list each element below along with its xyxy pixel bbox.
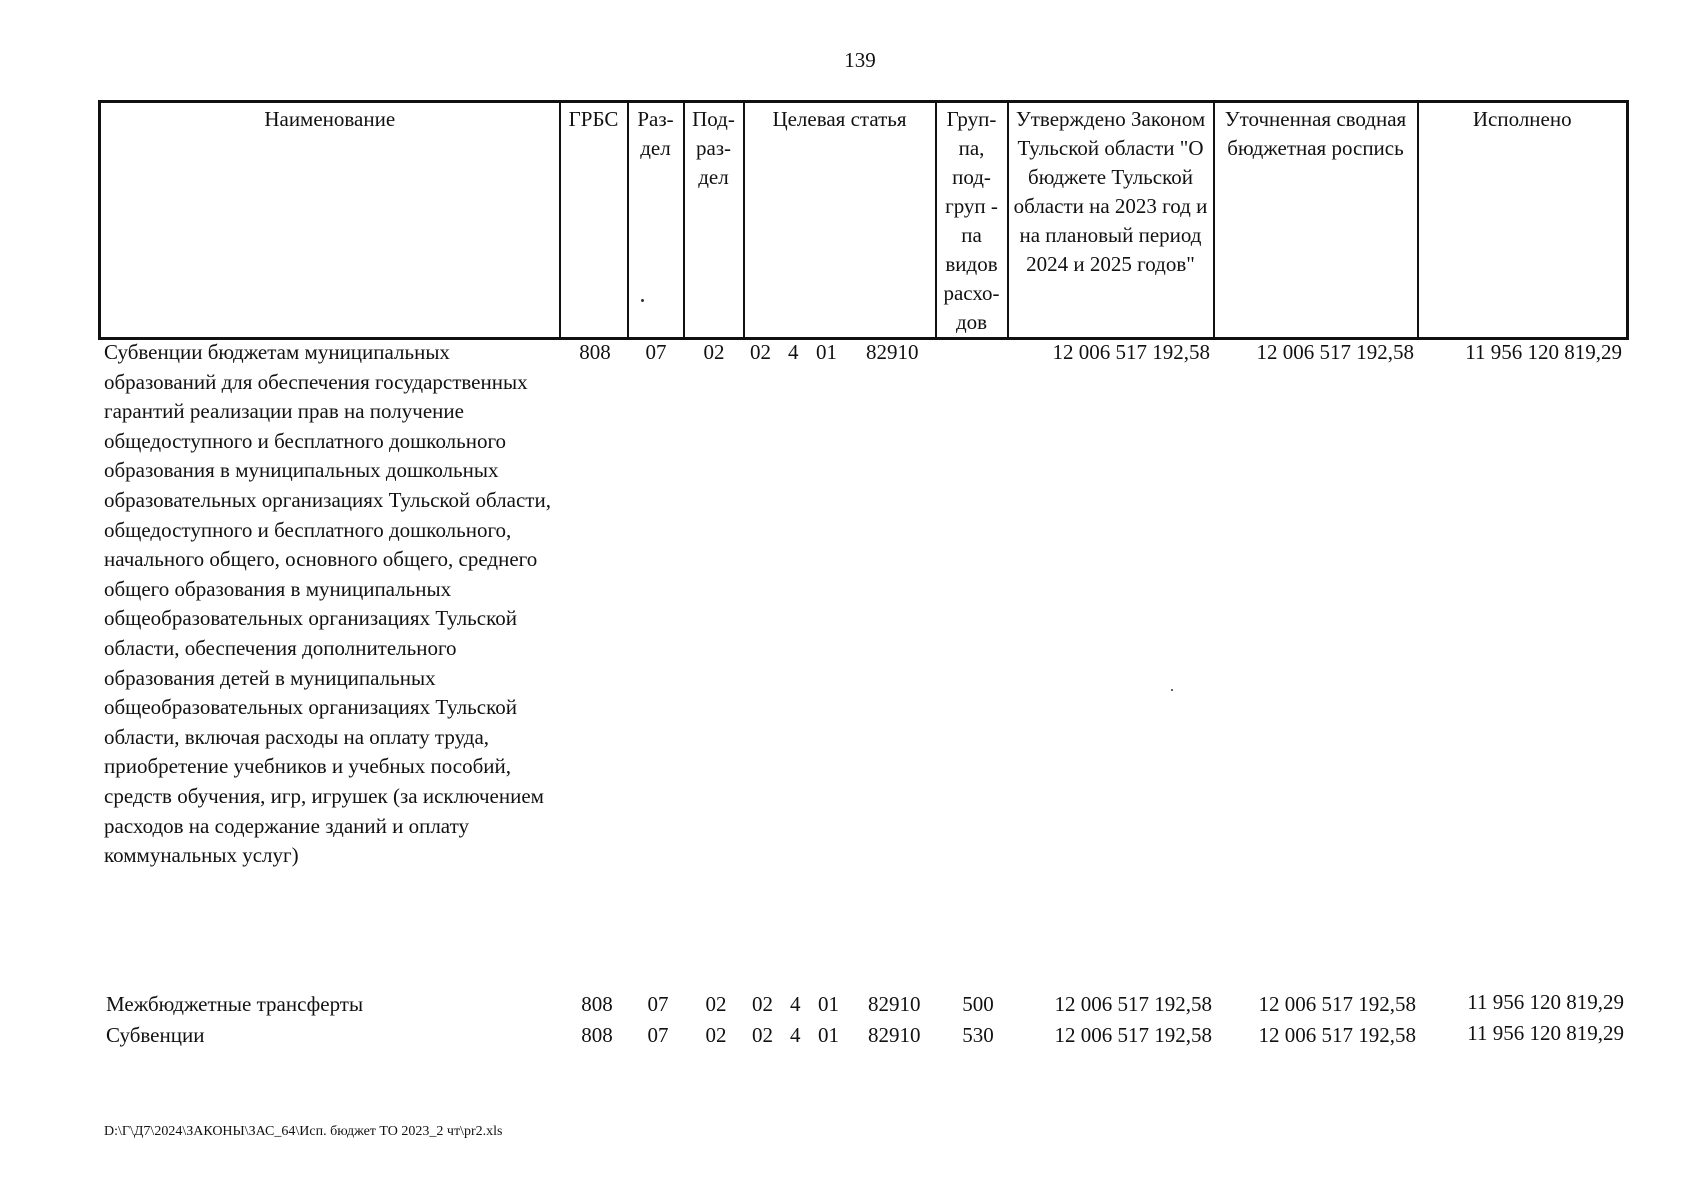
header-target: Целевая статья — [744, 102, 936, 339]
table-header — [98, 100, 1629, 340]
row-executed: 11 956 120 819,29 — [1467, 1021, 1624, 1045]
row-podrazdel: 02 — [703, 340, 725, 364]
row-target-program: 02 — [750, 340, 771, 364]
row-razdel: 07 — [647, 992, 669, 1016]
row-target-direction: 82910 — [868, 1023, 921, 1047]
row-grbs: 808 — [581, 992, 613, 1016]
scan-speck — [641, 299, 644, 302]
header-razdel: Раз-дел — [628, 102, 684, 339]
row-name: Субвенции — [106, 1023, 205, 1047]
header-executed: Исполнено — [1418, 102, 1628, 339]
row-razdel: 07 — [647, 1023, 669, 1047]
header-podrazdel: Под-раз-дел — [684, 102, 744, 339]
row-target-type: 4 — [790, 1023, 801, 1047]
row-target-direction: 82910 — [868, 992, 921, 1016]
row-target-program: 02 — [752, 1023, 773, 1047]
row-target-program: 02 — [752, 992, 773, 1016]
row-name: Межбюджетные трансферты — [106, 992, 364, 1016]
header-group: Груп-па, под-груп - па видов расхо-дов — [936, 102, 1008, 339]
scan-speck — [1171, 689, 1173, 691]
row-approved: 12 006 517 192,58 — [1054, 992, 1212, 1016]
row-target-main: 01 — [816, 340, 837, 364]
header-approved: Утверждено Законом Тульской области "О бюджете Тульской области на 2023 год и на плановый период 2024 и 2025 годов" — [1008, 102, 1214, 339]
header-name: Наименование — [100, 102, 560, 339]
row-approved: 12 006 517 192,58 — [1052, 340, 1210, 364]
row-executed: 11 956 120 819,29 — [1467, 990, 1624, 1014]
row-grbs: 808 — [581, 1023, 613, 1047]
row-name: Субвенции бюджетам муниципальных образований для обеспечения государственных гарантий реализации прав на получение общедоступного и бесплатного дошкольного образования в муниципальных дошкольных образовательных организациях Тульской области, общедоступного и бесплатного дошкольного, начального общего, основного общего, среднего общего образования в муниципальных общеобразовательных организациях Тульской области, обеспечения дополнительного образования детей в муниципальных общеобразовательных организациях Тульской области, включая расходы на оплату труда, приобретение учебников и учебных пособий, средств обучения, игр, игрушек (за исключением расходов на содержание зданий и оплату коммунальных услуг) — [104, 340, 551, 868]
row-executed: 11 956 120 819,29 — [1465, 340, 1622, 364]
row-group: 530 — [962, 1023, 994, 1047]
row-group: 500 — [962, 992, 994, 1016]
row-grbs: 808 — [579, 340, 611, 364]
row-revised: 12 006 517 192,58 — [1258, 1023, 1416, 1047]
row-target-main: 01 — [818, 1023, 839, 1047]
row-razdel: 07 — [645, 340, 667, 364]
row-podrazdel: 02 — [705, 1023, 727, 1047]
row-approved: 12 006 517 192,58 — [1054, 1023, 1212, 1047]
row-revised: 12 006 517 192,58 — [1258, 992, 1416, 1016]
row-target-type: 4 — [790, 992, 801, 1016]
row-revised: 12 006 517 192,58 — [1256, 340, 1414, 364]
row-target-main: 01 — [818, 992, 839, 1016]
row-target-direction: 82910 — [866, 340, 919, 364]
page-number: 139 — [844, 48, 876, 72]
file-path: D:\Г\Д7\2024\ЗАКОНЫ\ЗАС_64\Исп. бюджет ТО 2023_2 чт\pr2.xls — [104, 1124, 503, 1139]
header-grbs: ГРБС — [560, 102, 628, 339]
row-target-type: 4 — [788, 340, 799, 364]
header-revised: Уточненная сводная бюджетная роспись — [1214, 102, 1418, 339]
row-podrazdel: 02 — [705, 992, 727, 1016]
